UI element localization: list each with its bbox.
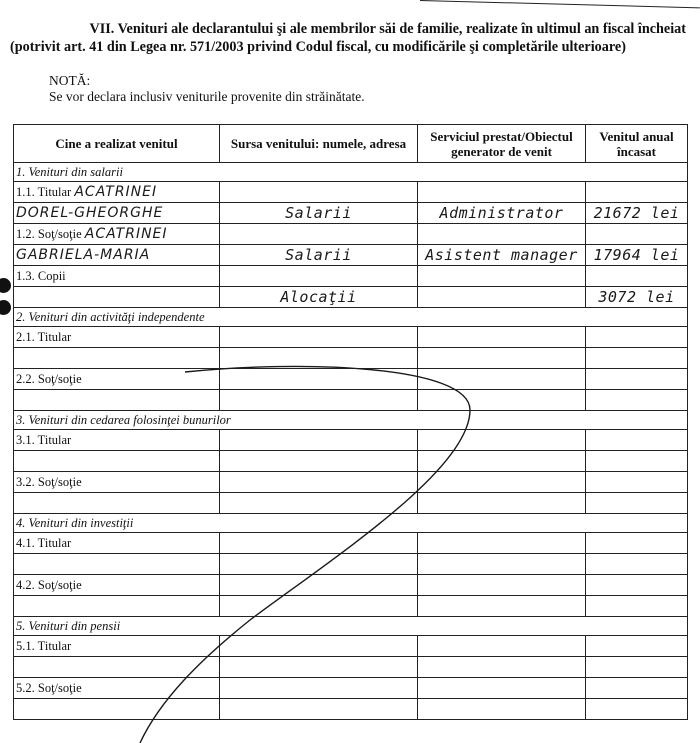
handwritten-source: Salarii bbox=[285, 246, 352, 264]
row-label: 5.1. Titular bbox=[14, 636, 220, 657]
amount-cell bbox=[586, 203, 688, 224]
row-label-cell bbox=[14, 203, 220, 224]
table-row bbox=[14, 224, 688, 245]
table-row bbox=[14, 657, 688, 678]
service-cell bbox=[418, 266, 586, 287]
source-cell bbox=[220, 245, 418, 266]
row-label: 1.3. Copii bbox=[16, 268, 66, 283]
section-heading bbox=[10, 20, 694, 56]
table-row bbox=[14, 369, 688, 390]
row-label: 5.2. Soţ/soţie bbox=[14, 678, 220, 699]
section-row bbox=[14, 514, 688, 533]
row-label-cell bbox=[14, 287, 220, 308]
note-title: NOTĂ: bbox=[49, 73, 91, 88]
row-label-cell bbox=[14, 182, 220, 203]
row-label: 3.1. Titular bbox=[14, 430, 220, 451]
service-cell bbox=[418, 245, 586, 266]
section-title: 4. Venituri din investiţii bbox=[14, 514, 688, 533]
section-title: 3. Venituri din cedarea folosinţei bunurilor bbox=[14, 411, 688, 430]
service-cell bbox=[418, 224, 586, 245]
table-row bbox=[14, 575, 688, 596]
table-row bbox=[14, 348, 688, 369]
source-cell bbox=[220, 287, 418, 308]
table-row bbox=[14, 596, 688, 617]
row-label-cell bbox=[14, 245, 220, 266]
section-row bbox=[14, 308, 688, 327]
heading-line-1: VII. Venituri ale declarantului şi ale membrilor săi de familie, realizate în ultimul an fiscal încheiat bbox=[89, 21, 686, 37]
service-cell bbox=[418, 182, 586, 203]
header-source: Sursa venitului: numele, adresa bbox=[220, 125, 418, 163]
income-table bbox=[13, 124, 688, 720]
handwritten-surname: ACATRINEI bbox=[84, 226, 168, 242]
table-row bbox=[14, 327, 688, 348]
page-top-line bbox=[420, 0, 700, 14]
table-row bbox=[14, 287, 688, 308]
service-cell bbox=[418, 203, 586, 224]
amount-cell bbox=[586, 245, 688, 266]
section-row bbox=[14, 163, 688, 182]
header-row bbox=[14, 125, 688, 163]
header-service: Serviciul prestat/Obiectul generator de venit bbox=[418, 125, 586, 163]
row-label: 4.1. Titular bbox=[14, 533, 220, 554]
amount-cell bbox=[586, 287, 688, 308]
handwritten-surname: ACATRINEI bbox=[74, 184, 158, 200]
table-row bbox=[14, 554, 688, 575]
row-label: 4.2. Soţ/soţie bbox=[14, 575, 220, 596]
amount-cell bbox=[586, 266, 688, 287]
row-label: 1.1. Titular bbox=[16, 185, 72, 199]
handwritten-service: Administrator bbox=[439, 204, 564, 222]
table-row bbox=[14, 678, 688, 699]
handwritten-amount: 3072 lei bbox=[598, 288, 675, 306]
amount-cell bbox=[586, 182, 688, 203]
source-cell bbox=[220, 182, 418, 203]
handwritten-source: Alocaţii bbox=[280, 288, 357, 306]
handwritten-first-name: DOREL-GHEORGHE bbox=[16, 205, 164, 221]
table-row bbox=[14, 390, 688, 411]
row-label-cell bbox=[14, 266, 220, 287]
row-label: 2.2. Soţ/soţie bbox=[14, 369, 220, 390]
handwritten-service: Asistent manager bbox=[425, 246, 578, 264]
source-cell bbox=[220, 203, 418, 224]
header-amount: Venitul anual încasat bbox=[586, 125, 688, 163]
binder-hole-dot bbox=[0, 278, 11, 293]
table-row bbox=[14, 493, 688, 514]
table-row bbox=[14, 266, 688, 287]
header-who: Cine a realizat venitul bbox=[14, 125, 220, 163]
note-block bbox=[49, 73, 365, 105]
section-row bbox=[14, 411, 688, 430]
handwritten-amount: 21672 lei bbox=[593, 204, 680, 222]
table-row bbox=[14, 203, 688, 224]
binder-hole-dot bbox=[0, 300, 11, 315]
source-cell bbox=[220, 224, 418, 245]
table-row bbox=[14, 182, 688, 203]
handwritten-first-name: GABRIELA-MARIA bbox=[16, 247, 151, 263]
table-row bbox=[14, 533, 688, 554]
row-label-cell bbox=[14, 224, 220, 245]
amount-cell bbox=[586, 224, 688, 245]
section-row bbox=[14, 617, 688, 636]
table-row bbox=[14, 699, 688, 720]
table-row bbox=[14, 472, 688, 493]
row-label: 3.2. Soţ/soţie bbox=[14, 472, 220, 493]
heading-line-2: (potrivit art. 41 din Legea nr. 571/2003 privind Codul fiscal, cu modificările şi completările ulterioare) bbox=[10, 39, 626, 55]
table-row bbox=[14, 636, 688, 657]
handwritten-amount: 17964 lei bbox=[593, 246, 680, 264]
section-title: 2. Venituri din activităţi independente bbox=[14, 308, 688, 327]
note-text: Se vor declara inclusiv veniturile provenite din străinătate. bbox=[49, 89, 365, 104]
table-row bbox=[14, 430, 688, 451]
handwritten-source: Salarii bbox=[285, 204, 352, 222]
table-row bbox=[14, 245, 688, 266]
section-title: 1. Venituri din salarii bbox=[14, 163, 688, 182]
row-label: 2.1. Titular bbox=[14, 327, 220, 348]
section-title: 5. Venituri din pensii bbox=[14, 617, 688, 636]
service-cell bbox=[418, 287, 586, 308]
row-label: 1.2. Soţ/soţie bbox=[16, 227, 82, 241]
source-cell bbox=[220, 266, 418, 287]
table-row bbox=[14, 451, 688, 472]
